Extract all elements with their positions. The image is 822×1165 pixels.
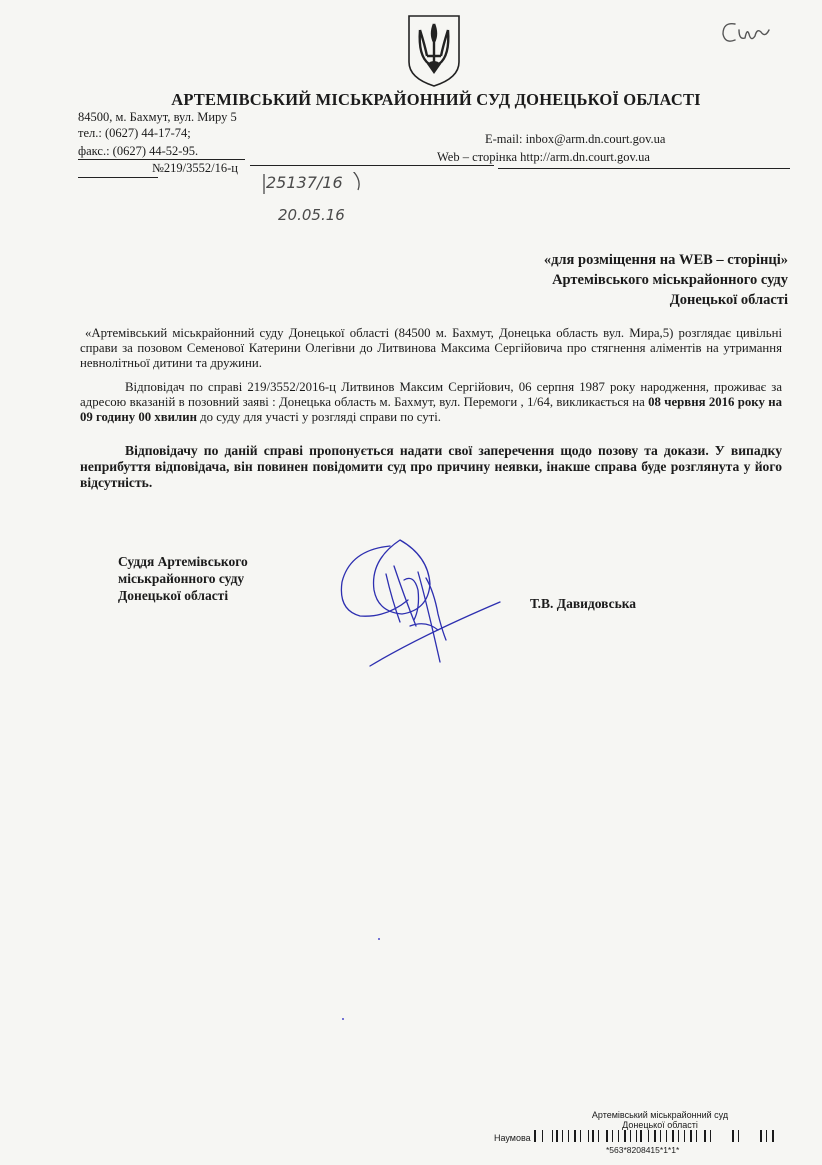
placement-line-2: Артемівського міськрайонного суду: [552, 272, 788, 288]
judge-title: Суддя Артемівського міськрайонного суду Донецької області: [118, 554, 248, 603]
postal-barcode: [532, 1130, 782, 1142]
court-name-heading: АРТЕМІВСЬКИЙ МІСЬКРАЙОННИЙ СУД ДОНЕЦЬКОЇ ОБЛАСТІ: [171, 90, 701, 109]
court-website: Web – сторінка http://arm.dn.court.gov.ua: [437, 150, 650, 164]
court-address: 84500, м. Бахмут, вул. Миру 5: [78, 110, 237, 124]
stamp-sender: Наумова: [494, 1133, 531, 1143]
case-number: №219/3552/16-ц: [152, 161, 238, 175]
web-placement-notice: [544, 250, 788, 310]
court-fax: факс.: (0627) 44-52-95.: [78, 144, 199, 158]
body-paragraph-2: [80, 380, 782, 424]
hearing-datetime: 08 червня 2016 року на 09 годину 00 хвилин: [80, 394, 782, 424]
court-email: E-mail: inbox@arm.dn.court.gov.ua: [485, 132, 666, 146]
hearing-purpose: до суду для участі у розгляді справи по суті.: [196, 409, 441, 424]
placement-line-1: «для розміщення на WEB – сторінці»: [543, 252, 788, 268]
judge-name: Т.В. Давидовська: [530, 596, 637, 611]
paper-speck: [342, 1018, 344, 1020]
paper-speck: [378, 938, 380, 940]
case-number-underline: [78, 177, 158, 178]
svg-text:25137/16: 25137/16: [266, 173, 343, 192]
header-rule-right: [498, 168, 790, 169]
body-paragraph-3: Відповідачу по даній справі пропонується надати свої заперечення щодо позову та докази. У випадку неприбуття відповідача, він повинен повідомити суд про причину неявки, інакше справа буде розглянута у його відсутність.: [80, 443, 782, 490]
handwritten-registration-stamp: [262, 172, 382, 232]
court-phone: тел.: (0627) 44-17-74;: [78, 126, 191, 140]
trident-coat-of-arms-icon: [405, 12, 463, 88]
header-rule-left: [78, 159, 245, 160]
corner-handwritten-mark: [717, 14, 777, 54]
body-paragraph-1: «Артемівський міськрайонний суду Донецької області (84500 м. Бахмут, Донецька область вул. Мира,5) розглядає цивільні справи за позовом Семенової Катерини Олегівни до Литвинова Максима Сергійовича про стягнення аліментів на утримання невнолітньої дитини та дружини.: [80, 326, 782, 370]
svg-text:20.05.16: 20.05.16: [278, 206, 345, 224]
placement-line-3: Донецької області: [669, 292, 788, 308]
judge-signature: [330, 530, 510, 670]
header-rule-middle: [250, 165, 494, 166]
postal-stamp: Артемівський міськрайонний суд Донецької області: [591, 1110, 729, 1130]
defendant-info: Відповідач по справі 219/3552/2016-ц Литвинов Максим Сергійович, 06 серпня 1987 року народження, проживає за адресою вказаній в позовний заяві : Донецька область м. Бахмут, вул. Перемоги , 1/64, викликається на: [80, 380, 782, 409]
postal-barcode-number: *563*8208415*1*1*: [606, 1145, 680, 1155]
